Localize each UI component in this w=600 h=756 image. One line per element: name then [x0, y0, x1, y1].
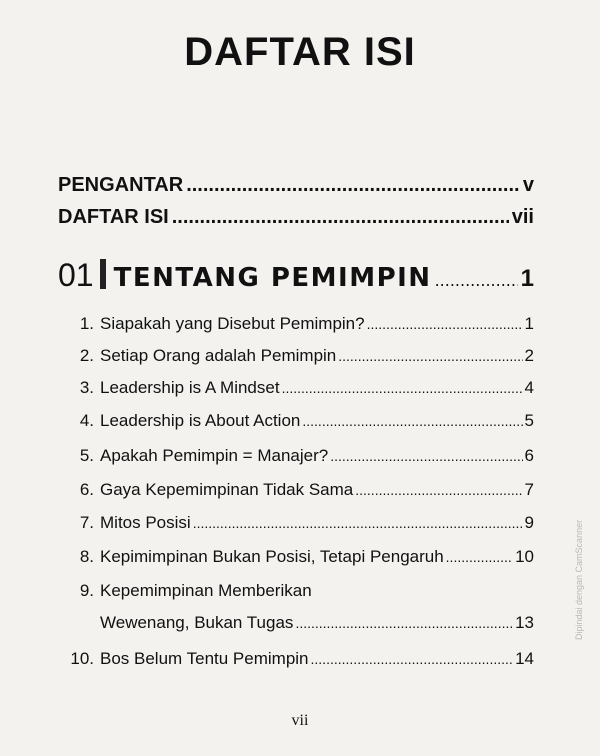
item-page: 6 [524, 446, 534, 465]
dot-leader [435, 271, 518, 290]
item-number: 8. [79, 547, 94, 566]
toc-entry-page: v [522, 174, 534, 196]
dot-leader [302, 413, 522, 429]
item-number: 10. [70, 649, 94, 668]
item-label: Mitos Posisi [100, 513, 191, 532]
item-label: Leadership is About Action [100, 411, 301, 430]
item-number: 1. [79, 314, 94, 333]
item-page: 5 [524, 411, 534, 430]
dot-leader [282, 380, 523, 396]
chapter-number: 01 [58, 257, 94, 293]
dot-leader [355, 482, 522, 498]
item-number: 2. [79, 346, 94, 365]
dot-leader [311, 651, 514, 667]
item-label: Bos Belum Tentu Pemimpin [100, 649, 309, 668]
toc-item [66, 446, 534, 466]
item-label: Setiap Orang adalah Pemimpin [100, 346, 337, 365]
dot-leader [338, 348, 522, 364]
item-label: Wewenang, Bukan Tugas [100, 613, 294, 632]
chapter-heading [58, 256, 534, 294]
item-page: 14 [515, 649, 534, 668]
scanner-watermark: Dipindai dengan CamScanner [574, 519, 584, 640]
toc-item [66, 411, 534, 431]
item-number: 7. [79, 513, 94, 532]
dot-leader [172, 206, 509, 229]
item-page: 7 [524, 480, 534, 499]
dot-leader [330, 448, 522, 464]
item-page: 9 [524, 513, 534, 532]
dot-leader [295, 615, 513, 631]
dot-leader [367, 316, 523, 332]
toc-item [66, 513, 534, 533]
item-number: 5. [79, 446, 94, 465]
chapter-title: TENTANG PEMIMPIN [113, 263, 432, 293]
item-page: 13 [515, 613, 534, 632]
toc-entry-label: PENGANTAR [58, 174, 184, 196]
item-label: Apakah Pemimpin = Manajer? [100, 446, 329, 465]
item-label: Siapakah yang Disebut Pemimpin? [100, 314, 365, 333]
toc-item [66, 649, 534, 669]
item-label: Kepimimpinan Bukan Posisi, Tetapi Pengaruh [100, 547, 444, 566]
dot-leader [193, 515, 523, 531]
toc-item-first-line [66, 581, 312, 601]
toc-item [66, 480, 534, 500]
dot-leader [186, 174, 520, 197]
toc-front-entry [58, 206, 534, 229]
page-title: DAFTAR ISI [184, 30, 416, 74]
page-number-footer: vii [291, 712, 309, 729]
item-page: 1 [524, 314, 534, 333]
chapter-page: 1 [520, 265, 534, 292]
chapter-divider-bar [100, 259, 106, 289]
item-label-line1: Kepemimpinan Memberikan [100, 581, 312, 600]
item-number: 4. [79, 411, 94, 430]
toc-entry-label: DAFTAR ISI [58, 206, 169, 228]
item-page: 10 [515, 547, 534, 566]
toc-item [66, 378, 534, 398]
toc-entry-page: vii [511, 206, 534, 228]
toc-item [66, 613, 534, 633]
item-number: 3. [79, 378, 94, 397]
toc-item [66, 346, 534, 366]
item-number: 6. [79, 480, 94, 499]
item-page: 4 [524, 378, 534, 397]
toc-front-entry [58, 174, 534, 197]
item-number: 9. [79, 581, 94, 600]
dot-leader [446, 549, 513, 565]
item-label: Leadership is A Mindset [100, 378, 280, 397]
toc-item [66, 547, 534, 567]
item-label: Gaya Kepemimpinan Tidak Sama [100, 480, 354, 499]
toc-item [66, 314, 534, 334]
item-page: 2 [524, 346, 534, 365]
